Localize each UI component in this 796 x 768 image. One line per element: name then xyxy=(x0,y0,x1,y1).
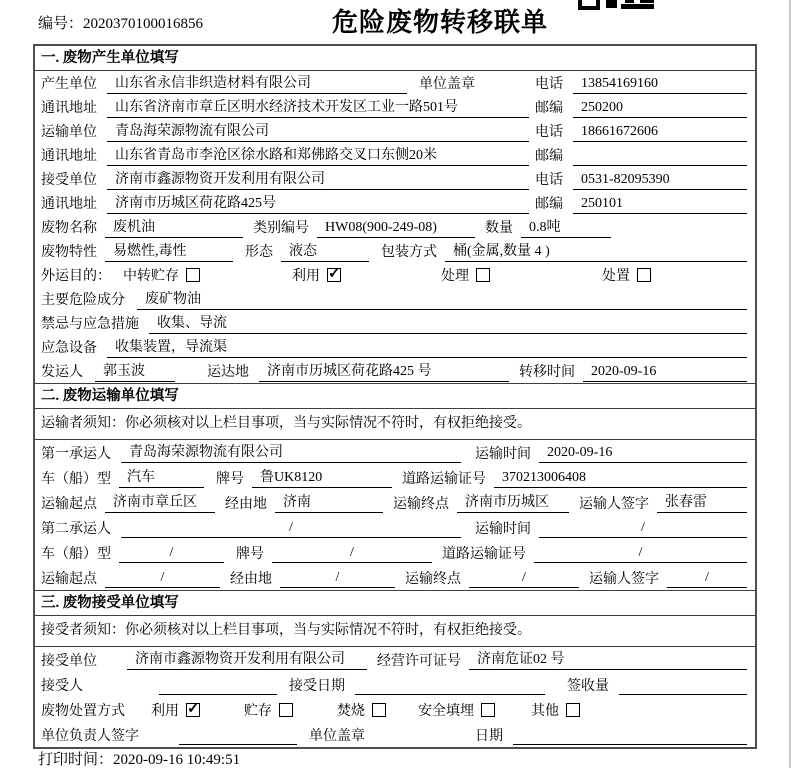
transporter-row xyxy=(35,119,755,143)
waste-traits-row xyxy=(35,239,755,263)
print-time xyxy=(38,748,240,768)
transporter-zip-value xyxy=(573,145,747,166)
use-checkbox xyxy=(327,268,341,282)
section1-title: 一. 废物产生单位填写 xyxy=(35,46,755,71)
road-cert-label: 道路运输证号 xyxy=(442,546,526,562)
use-checkbox xyxy=(186,703,200,717)
license-label: 经营许可证号 xyxy=(377,653,461,669)
traits-value: 易燃性,毒性 xyxy=(105,241,233,262)
qr-block xyxy=(621,4,654,9)
waste-name-label: 废物名称 xyxy=(41,221,97,236)
page-edge-line xyxy=(789,0,791,768)
carrier1-label: 第一承运人 xyxy=(41,446,111,462)
doc-number-value: 2020370100016856 xyxy=(83,16,204,32)
disposal-option-incinerate xyxy=(337,700,386,720)
unit-sign-label: 单位负责人签字 xyxy=(41,728,139,744)
vehicle-type-label: 车（船）型 xyxy=(41,546,111,562)
traits-label: 废物特性 xyxy=(41,245,97,260)
purpose-row xyxy=(35,263,755,287)
route1-row xyxy=(35,490,755,515)
disposal-option-use xyxy=(151,700,200,720)
receiving-unit-value: 济南市鑫源物资开发利用有限公司 xyxy=(127,649,367,670)
producer-zip-value: 250200 xyxy=(573,97,747,118)
received-qty-label: 签收量 xyxy=(567,678,609,694)
dispatcher-label: 发运人 xyxy=(41,365,83,380)
print-time-value: 2020-09-16 10:49:51 xyxy=(113,752,241,768)
transporter-value: 青岛海荣源物流有限公司 xyxy=(107,121,529,142)
taboo-row xyxy=(35,311,755,335)
road-cert-value: / xyxy=(534,542,747,563)
carrier2-value: / xyxy=(121,517,461,538)
producer-phone-group xyxy=(535,73,747,94)
route-start-value: 济南市章丘区 xyxy=(105,492,215,513)
unit-sign-row xyxy=(35,722,755,747)
receiver-phone-value: 0531-82095390 xyxy=(573,169,747,190)
producer-addr-row xyxy=(35,95,755,119)
producer-zip-group xyxy=(535,97,747,118)
transporter-label: 运输单位 xyxy=(41,125,97,140)
waste-qty-label: 数量 xyxy=(485,221,513,236)
receiver-label: 接受单位 xyxy=(41,173,97,188)
plate-value: / xyxy=(272,542,432,563)
addr-label: 通讯地址 xyxy=(41,197,97,212)
producer-addr-value: 山东省济南市章丘区明水经济技术开发区工业一路501号 xyxy=(107,97,529,118)
waste-name-value: 废机油 xyxy=(105,217,243,238)
transport-time-value: 2020-09-16 xyxy=(539,442,747,463)
receiving-unit-label: 接受单位 xyxy=(41,653,97,669)
receiver-zip-value: 250101 xyxy=(573,193,747,214)
equipment-label: 应急设备 xyxy=(41,341,97,356)
carrier-sign-value: / xyxy=(667,567,747,588)
receiver-addr-row xyxy=(35,191,755,215)
disposal-method-row xyxy=(35,697,755,722)
vehicle2-row xyxy=(35,540,755,565)
acceptor-value xyxy=(159,674,277,695)
plate-value: 鲁UK8120 xyxy=(252,467,392,488)
carrier1-value: 青岛海荣源物流有限公司 xyxy=(121,442,461,463)
taboo-value: 收集、导流 xyxy=(149,313,747,334)
disposal-method-label: 废物处置方式 xyxy=(41,703,125,719)
producer-value: 山东省永信非织造材料有限公司 xyxy=(107,73,407,94)
route-end-value: 济南市历城区 xyxy=(457,492,569,513)
purpose-option-transfer xyxy=(123,265,200,285)
route-start-label: 运输起点 xyxy=(41,496,97,512)
disposal-option-label: 利用 xyxy=(151,703,179,719)
waste-code-value: HW08(900-249-08) xyxy=(317,217,475,238)
transporter-phone-group xyxy=(535,121,747,142)
qr-code-icon xyxy=(578,0,654,10)
receiver-phone-group xyxy=(535,169,747,190)
dest-value: 济南市历城区荷花路425 号 xyxy=(259,361,509,382)
dispatcher-value: 郭玉波 xyxy=(95,361,175,382)
purpose-option-treat xyxy=(441,265,490,285)
storage-checkbox xyxy=(279,703,293,717)
incineration-checkbox xyxy=(372,703,386,717)
transfer-time-value: 2020-09-16 xyxy=(583,361,747,382)
manifest-table xyxy=(33,44,757,749)
disposal-checkbox xyxy=(637,268,651,282)
via-value: / xyxy=(280,567,395,588)
dispatch-row xyxy=(35,359,755,383)
waste-code-label: 类别编号 xyxy=(253,221,309,236)
unit-sign-value xyxy=(179,724,297,745)
transporter-addr-row xyxy=(35,143,755,167)
producer-phone-value: 13854169160 xyxy=(573,73,747,94)
road-cert-value: 370213006408 xyxy=(494,467,747,488)
phone-label: 电话 xyxy=(535,173,563,188)
received-qty-value xyxy=(619,674,747,695)
road-cert-label: 道路运输证号 xyxy=(402,471,486,487)
seal-label: 单位盖章 xyxy=(419,77,475,92)
disposal-option-label: 焚烧 xyxy=(337,703,365,719)
producer-label: 产生单位 xyxy=(41,77,97,92)
date-value xyxy=(513,724,747,745)
hazard-value: 废矿物油 xyxy=(137,289,747,310)
doc-number-label: 编号： xyxy=(38,16,84,32)
zip-label: 邮编 xyxy=(535,101,563,116)
transport-time-label: 运输时间 xyxy=(475,521,531,537)
landfill-checkbox xyxy=(481,703,495,717)
via-label: 经由地 xyxy=(230,571,272,587)
disposal-option-label: 安全填埋 xyxy=(418,703,474,719)
acceptor-row xyxy=(35,672,755,697)
license-value: 济南危证02 号 xyxy=(469,649,747,670)
qr-block xyxy=(578,0,600,10)
hazard-row xyxy=(35,287,755,311)
disposal-option-label: 其他 xyxy=(531,703,559,719)
carrier2-label: 第二承运人 xyxy=(41,521,111,537)
vehicle1-row xyxy=(35,465,755,490)
transfer-storage-checkbox xyxy=(186,268,200,282)
receiver-zip-group xyxy=(535,193,747,214)
section2-title: 二. 废物运输单位填写 xyxy=(35,383,755,409)
purpose-label: 外运目的： xyxy=(41,269,111,284)
via-value: 济南 xyxy=(275,492,383,513)
pack-label: 包装方式 xyxy=(381,245,437,260)
form-label: 形态 xyxy=(245,245,273,260)
zip-label: 邮编 xyxy=(535,149,563,164)
purpose-option-label: 利用 xyxy=(292,269,320,284)
addr-label: 通讯地址 xyxy=(41,149,97,164)
via-label: 经由地 xyxy=(225,496,267,512)
page-title: 危险废物转移联单 xyxy=(331,8,548,37)
purpose-option-use xyxy=(292,265,341,285)
transporter-zip-group xyxy=(535,145,747,166)
waste-qty-value: 0.8吨 xyxy=(521,217,611,238)
acceptor-label: 接受人 xyxy=(41,678,83,694)
qr-block xyxy=(606,0,617,8)
vehicle-type-value: 汽车 xyxy=(119,467,204,488)
receiver-row xyxy=(35,167,755,191)
purpose-option-label: 处置 xyxy=(602,269,630,284)
route-end-value: / xyxy=(469,567,579,588)
receiver-notice: 接受者须知：你必须核对以上栏目事项，当与实际情况不符时，有权拒绝接受。 xyxy=(35,616,755,647)
hazard-label: 主要危险成分 xyxy=(41,293,125,308)
date-label: 日期 xyxy=(475,728,503,744)
receiving-unit-row xyxy=(35,647,755,672)
addr-label: 通讯地址 xyxy=(41,101,97,116)
carrier1-row xyxy=(35,440,755,465)
disposal-option-store xyxy=(244,700,293,720)
vehicle-type-value: / xyxy=(119,542,224,563)
qr-block xyxy=(625,0,634,3)
transport-time-value: / xyxy=(539,517,747,538)
transfer-time-label: 转移时间 xyxy=(519,365,575,380)
route2-row xyxy=(35,565,755,590)
route-end-label: 运输终点 xyxy=(393,496,449,512)
treatment-checkbox xyxy=(476,268,490,282)
vehicle-type-label: 车（船）型 xyxy=(41,471,111,487)
dest-label: 运达地 xyxy=(207,365,249,380)
purpose-option-dispose xyxy=(602,265,651,285)
carrier-sign-label: 运输人签字 xyxy=(589,571,659,587)
zip-label: 邮编 xyxy=(535,197,563,212)
equipment-value: 收集装置，导流渠 xyxy=(107,337,747,358)
qr-block xyxy=(640,0,654,3)
pack-value: 桶(金属,数量 4 ) xyxy=(445,241,747,262)
disposal-option-label: 贮存 xyxy=(244,703,272,719)
route-end-label: 运输终点 xyxy=(405,571,461,587)
carrier2-row xyxy=(35,515,755,540)
taboo-label: 禁忌与应急措施 xyxy=(41,317,139,332)
transport-time-label: 运输时间 xyxy=(475,446,531,462)
carrier-sign-label: 运输人签字 xyxy=(579,496,649,512)
producer-row xyxy=(35,71,755,95)
receiver-value: 济南市鑫源物资开发利用有限公司 xyxy=(107,169,529,190)
other-checkbox xyxy=(566,703,580,717)
transporter-phone-value: 18661672606 xyxy=(573,121,747,142)
phone-label: 电话 xyxy=(535,77,563,92)
waste-name-row xyxy=(35,215,755,239)
plate-label: 牌号 xyxy=(236,546,264,562)
purpose-option-label: 中转贮存 xyxy=(123,269,179,284)
section3-title: 三. 废物接受单位填写 xyxy=(35,590,755,616)
transporter-addr-value: 山东省青岛市李沧区徐水路和郑佛路交叉口东侧20米 xyxy=(107,145,529,166)
disposal-option-landfill xyxy=(418,700,495,720)
route-start-value: / xyxy=(105,567,220,588)
accept-date-label: 接受日期 xyxy=(289,678,345,694)
plate-label: 牌号 xyxy=(216,471,244,487)
carrier-sign-value: 张春雷 xyxy=(657,492,747,513)
purpose-option-label: 处理 xyxy=(441,269,469,284)
transporter-notice: 运输者须知：你必须核对以上栏目事项，当与实际情况不符时，有权拒绝接受。 xyxy=(35,409,755,440)
unit-seal-label: 单位盖章 xyxy=(309,728,365,744)
disposal-option-other xyxy=(531,700,580,720)
form-value: 液态 xyxy=(281,241,369,262)
accept-date-value xyxy=(355,674,545,695)
phone-label: 电话 xyxy=(535,125,563,140)
equipment-row xyxy=(35,335,755,359)
receiver-addr-value: 济南市历城区荷花路425号 xyxy=(107,193,529,214)
print-time-label: 打印时间： xyxy=(38,752,114,768)
route-start-label: 运输起点 xyxy=(41,571,97,587)
